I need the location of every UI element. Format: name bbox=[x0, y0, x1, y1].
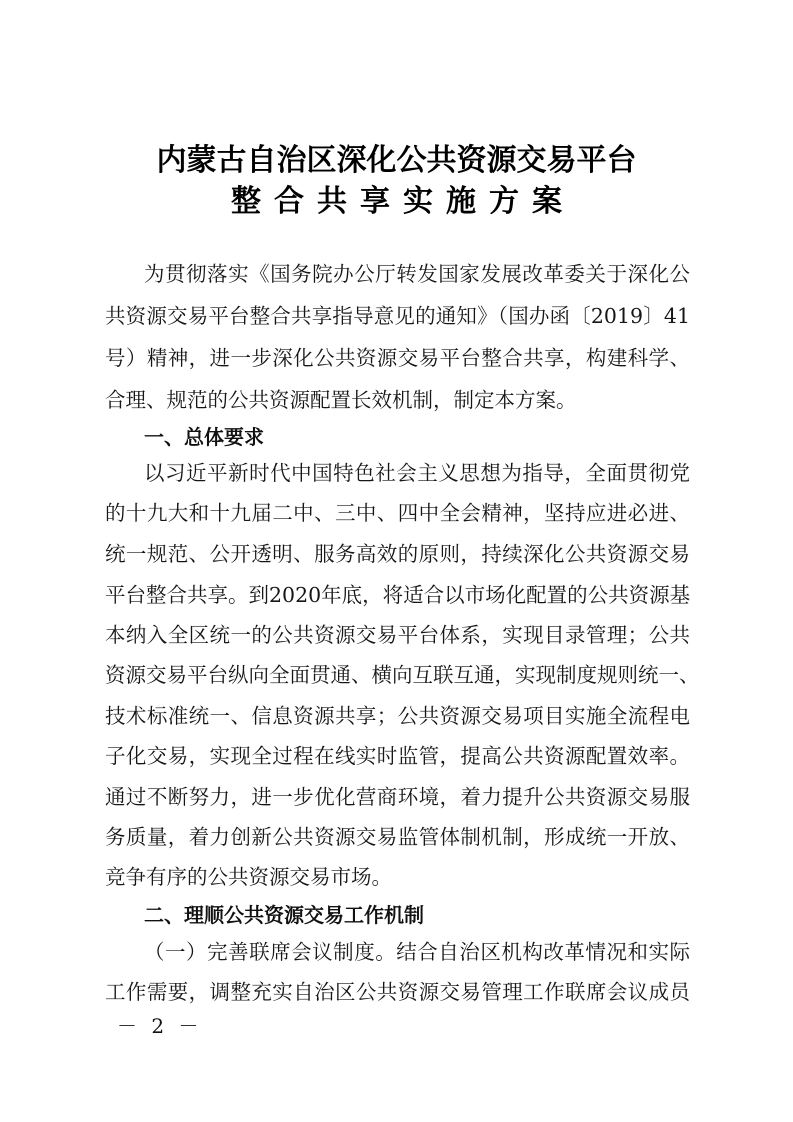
intro-line-4: 合理、规范的公共资源配置长效机制，制定本方案。 bbox=[105, 388, 577, 412]
section1-line-9: 通过不断努力，进一步优化营商环境，着力提升公共资源交易服 bbox=[105, 785, 690, 809]
section1-line-10: 务质量，着力创新公共资源交易监管体制机制，形成统一开放、 bbox=[105, 825, 690, 849]
section1-line-3: 统一规范、公开透明、服务高效的原则，持续深化公共资源交易 bbox=[105, 542, 690, 566]
section1-line-5: 本纳入全区统一的公共资源交易平台体系，实现目录管理；公共 bbox=[105, 623, 690, 647]
section1-line-11: 竞争有序的公共资源交易市场。 bbox=[105, 865, 392, 889]
section2-line-2: 工作需要，调整充实自治区公共资源交易管理工作联席会议成员 bbox=[105, 980, 690, 1004]
section1-line-8: 子化交易，实现全过程在线实时监管，提高公共资源配置效率。 bbox=[105, 744, 690, 768]
section1-heading: 一、总体要求 bbox=[144, 425, 264, 449]
section1-line-1: 以习近平新时代中国特色社会主义思想为指导，全面贯彻党 bbox=[144, 461, 690, 485]
document-title-line2: 整合共享实施方案 bbox=[231, 184, 575, 219]
intro-line-3: 号）精神，进一步深化公共资源交易平台整合共享，构建科学、 bbox=[105, 346, 690, 370]
section1-line-4: 平台整合共享。到2020年底，将适合以市场化配置的公共资源基 bbox=[105, 583, 691, 607]
intro-line-1: 为贯彻落实《国务院办公厅转发国家发展改革委关于深化公 bbox=[144, 262, 690, 286]
page-number: － 2 － bbox=[117, 1014, 203, 1038]
section1-line-2: 的十九大和十九届二中、三中、四中全会精神，坚持应进必进、 bbox=[105, 501, 690, 525]
section1-line-7: 技术标准统一、信息资源共享；公共资源交易项目实施全流程电 bbox=[105, 704, 690, 728]
section1-line-6: 资源交易平台纵向全面贯通、横向互联互通，实现制度规则统一、 bbox=[105, 663, 700, 687]
intro-line-2: 共资源交易平台整合共享指导意见的通知》（国办函〔2019〕41 bbox=[105, 304, 690, 328]
document-title-line1: 内蒙古自治区深化公共资源交易平台 bbox=[156, 143, 637, 178]
section2-line-1: （一）完善联席会议制度。结合自治区机构改革情况和实际 bbox=[144, 940, 690, 964]
section2-heading: 二、理顺公共资源交易工作机制 bbox=[144, 903, 424, 927]
